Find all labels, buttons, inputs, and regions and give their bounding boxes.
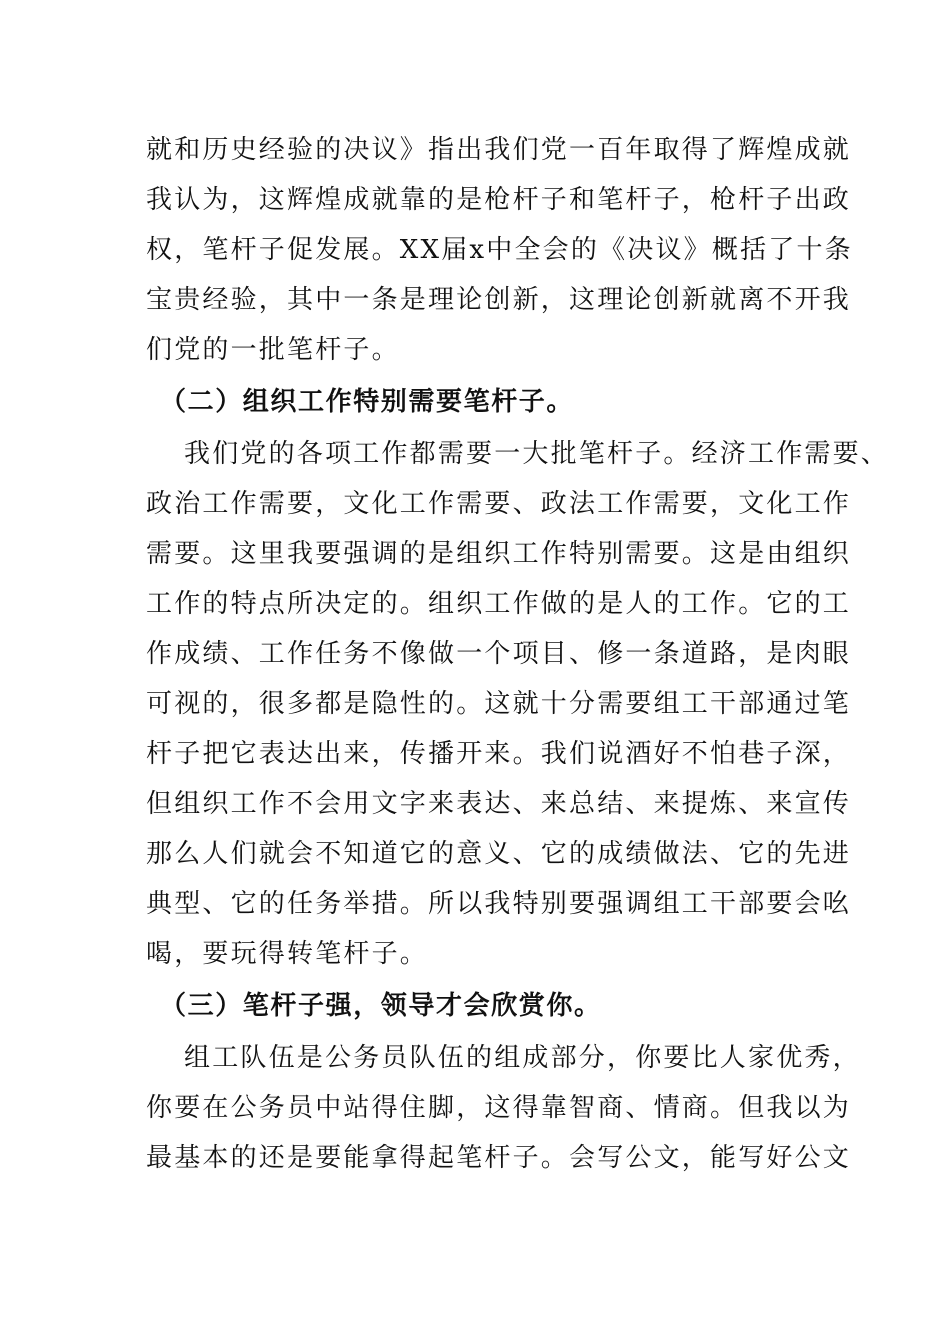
body-text-line: 你要在公务员中站得住脚，这得靠智商、情商。但我以为 [146,1093,852,1123]
body-text-line: 但组织工作不会用文字来表达、来总结、来提炼、来宣传 [146,789,852,819]
body-text-line: 就和历史经验的决议》指出我们党一百年取得了辉煌成就 [146,135,852,165]
section-heading-three: （三）笔杆子强，领导才会欣赏你。 [160,991,602,1021]
body-text-line: 我们党的各项工作都需要一大批笔杆子。经济工作需要、 [184,439,890,469]
body-text-line: 需要。这里我要强调的是组织工作特别需要。这是由组织 [146,539,852,569]
body-text-line: 最基本的还是要能拿得起笔杆子。会写公文，能写好公文 [146,1143,852,1173]
body-text-line: 们党的一批笔杆子。 [146,335,400,365]
body-text-line: 喝，要玩得转笔杆子。 [146,939,429,969]
body-text-line: 典型、它的任务举措。所以我特别要强调组工干部要会吆 [146,889,852,919]
section-heading-two: （二）组织工作特别需要笔杆子。 [160,387,575,417]
body-text-line: 宝贵经验，其中一条是理论创新，这理论创新就离不开我 [146,285,852,315]
body-text-line: 杆子把它表达出来，传播开来。我们说酒好不怕巷子深， [146,739,852,769]
body-text-line: 我认为，这辉煌成就靠的是枪杆子和笔杆子，枪杆子出政 [146,185,852,215]
body-text-line: 组工队伍是公务员队伍的组成部分，你要比人家优秀， [184,1043,861,1073]
body-text-line: 那么人们就会不知道它的意义、它的成绩做法、它的先进 [146,839,852,869]
body-text-line: 工作的特点所决定的。组织工作做的是人的工作。它的工 [146,589,852,619]
body-text-line: 可视的，很多都是隐性的。这就十分需要组工干部通过笔 [146,689,852,719]
body-text-line: 政治工作需要，文化工作需要、政法工作需要，文化工作 [146,489,852,519]
body-text-line: 作成绩、工作任务不像做一个项目、修一条道路，是肉眼 [146,639,852,669]
body-text-line: 权，笔杆子促发展。XX届x中全会的《决议》概括了十条 [146,235,853,265]
